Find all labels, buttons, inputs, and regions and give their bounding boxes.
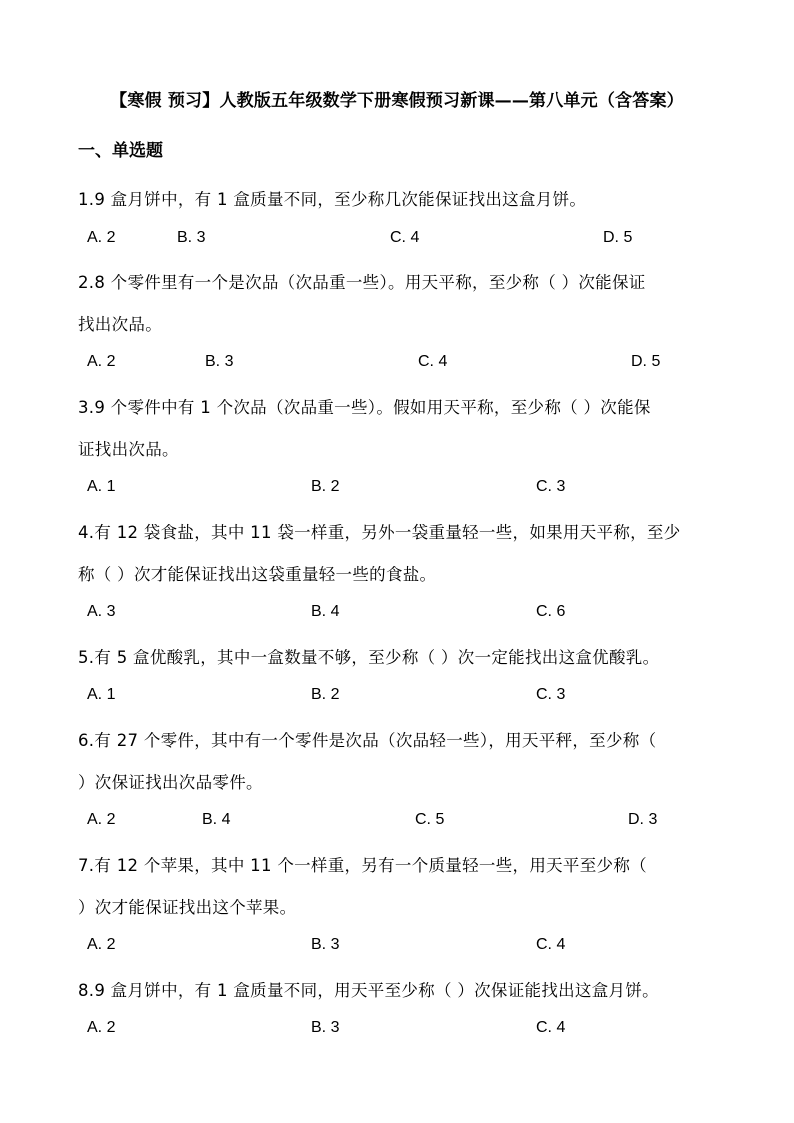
question-3-text: 3.9 个零件中有 1 个次品（次品重一些）。假如用天平称，至少称（ ）次能保 xyxy=(78,398,651,417)
option-d[interactable]: D. 5 xyxy=(631,353,661,370)
option-a[interactable]: A. 3 xyxy=(87,603,116,620)
question-3-options xyxy=(87,478,727,500)
question-2-options xyxy=(87,353,727,375)
option-d[interactable]: D. 5 xyxy=(603,229,633,246)
question-5-text: 5.有 5 盒优酸乳，其中一盒数量不够，至少称（ ）次一定能找出这盒优酸乳。 xyxy=(78,648,660,667)
question-3-text-cont: 证找出次品。 xyxy=(78,440,179,459)
question-4-text: 4.有 12 袋食盐，其中 11 袋一样重，另外一袋重量轻一些，如果用天平称，至少 xyxy=(78,523,681,542)
option-c[interactable]: C. 6 xyxy=(536,603,566,620)
option-c[interactable]: C. 4 xyxy=(536,1019,566,1036)
question-8-options xyxy=(87,1019,727,1041)
option-c[interactable]: C. 4 xyxy=(418,353,448,370)
question-4-options xyxy=(87,603,727,625)
option-a[interactable]: A. 1 xyxy=(87,478,116,495)
option-a[interactable]: A. 2 xyxy=(87,229,116,246)
option-c[interactable]: C. 3 xyxy=(536,686,566,703)
option-a[interactable]: A. 2 xyxy=(87,1019,116,1036)
question-7-options xyxy=(87,936,727,958)
section-heading: 一、单选题 xyxy=(78,141,163,161)
question-4-text-cont: 称（ ）次才能保证找出这袋重量轻一些的食盐。 xyxy=(78,565,437,584)
question-1-options xyxy=(87,229,727,251)
option-b[interactable]: B. 2 xyxy=(311,686,340,703)
option-a[interactable]: A. 2 xyxy=(87,936,116,953)
question-2-text-cont: 找出次品。 xyxy=(78,315,162,334)
option-a[interactable]: A. 1 xyxy=(87,686,116,703)
option-b[interactable]: B. 3 xyxy=(311,1019,340,1036)
option-c[interactable]: C. 3 xyxy=(536,478,566,495)
question-2-text: 2.8 个零件里有一个是次品（次品重一些）。用天平称，至少称（ ）次能保证 xyxy=(78,273,646,292)
option-c[interactable]: C. 4 xyxy=(390,229,420,246)
option-c[interactable]: C. 4 xyxy=(536,936,566,953)
question-1-text: 1.9 盒月饼中，有 1 盒质量不同，至少称几次能保证找出这盒月饼。 xyxy=(78,190,587,209)
option-c[interactable]: C. 5 xyxy=(415,811,445,828)
question-5-options xyxy=(87,686,727,708)
option-b[interactable]: B. 4 xyxy=(311,603,340,620)
question-7-text: 7.有 12 个苹果，其中 11 个一样重，另有一个质量轻一些，用天平至少称（ xyxy=(78,856,647,875)
option-d[interactable]: D. 3 xyxy=(628,811,658,828)
question-6-options xyxy=(87,811,727,833)
option-b[interactable]: B. 3 xyxy=(177,229,206,246)
document-title: 【寒假 预习】人教版五年级数学下册寒假预习新课——第八单元（含答案） xyxy=(110,91,684,111)
option-a[interactable]: A. 2 xyxy=(87,353,116,370)
question-6-text: 6.有 27 个零件，其中有一个零件是次品（次品轻一些），用天平秤，至少称（ xyxy=(78,731,657,750)
question-6-text-cont: ）次保证找出次品零件。 xyxy=(78,773,263,792)
option-a[interactable]: A. 2 xyxy=(87,811,116,828)
option-b[interactable]: B. 4 xyxy=(202,811,231,828)
option-b[interactable]: B. 3 xyxy=(205,353,234,370)
option-b[interactable]: B. 2 xyxy=(311,478,340,495)
question-8-text: 8.9 盒月饼中，有 1 盒质量不同，用天平至少称（ ）次保证能找出这盒月饼。 xyxy=(78,981,659,1000)
option-b[interactable]: B. 3 xyxy=(311,936,340,953)
question-7-text-cont: ）次才能保证找出这个苹果。 xyxy=(78,898,297,917)
